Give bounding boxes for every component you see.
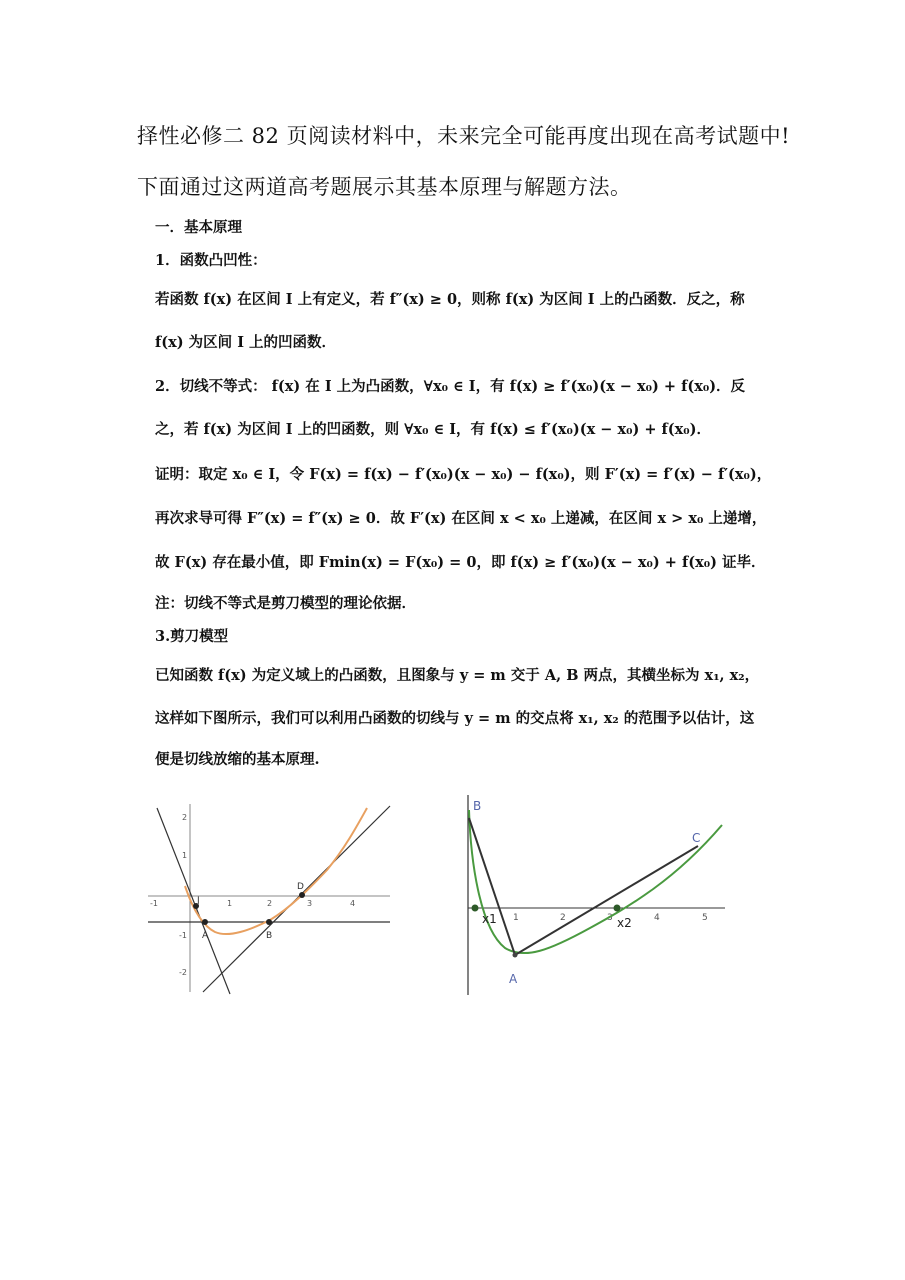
tangent-inequality-line-1: 2．切线不等式： f(x) 在 I 上为凸函数，∀x₀ ∈ I，有 f(x) ≥ f′(x₀)(x − x₀) + f(x₀)．反 xyxy=(155,378,746,395)
fig1-convex-curve xyxy=(185,808,367,934)
fig2-label-x1: x1 xyxy=(482,912,497,926)
fig2-point-x2 xyxy=(614,905,621,912)
scissors-model-line-2: 这样如下图所示，我们可以利用凸函数的切线与 y = m 的交点将 x₁, x₂ 的范围予以估计，这 xyxy=(155,710,755,727)
fig1-y-tick: -1 xyxy=(179,931,187,940)
fig2-label-b: B xyxy=(473,799,482,813)
fig1-point-a xyxy=(202,919,208,925)
fig1-label-j: J xyxy=(197,896,200,906)
fig1-x-tick: -1 xyxy=(150,899,158,908)
fig1-x-tick: 1 xyxy=(227,899,233,908)
tangent-inequality-line-2: 之，若 f(x) 为区间 I 上的凹函数，则 ∀x₀ ∈ I，有 f(x) ≤ f′(x₀)(x − x₀) + f(x₀)． xyxy=(155,421,712,438)
fig1-y-tick: -2 xyxy=(179,968,187,977)
fig1-label-d: D xyxy=(297,882,304,892)
proof-line-2: 再次求导可得 F″(x) = f″(x) ≥ 0．故 F′(x) 在区间 x < x₀ 上递减，在区间 x > x₀ 上递增， xyxy=(155,510,767,527)
note: 注：切线不等式是剪刀模型的理论依据． xyxy=(155,595,416,612)
fig2-line-ba xyxy=(469,818,515,955)
scissors-model-line-3: 便是切线放缩的基本原理. xyxy=(155,751,320,768)
fig2-label-c: C xyxy=(692,831,701,845)
fig2-point-x1 xyxy=(472,905,479,912)
subsection-3-title: 3.剪刀模型 xyxy=(155,628,229,645)
fig1-label-b: B xyxy=(266,931,273,941)
fig1-point-b xyxy=(266,919,272,925)
scissors-model-line-1: 已知函数 f(x) 为定义域上的凸函数，且图象与 y = m 交于 A, B 两点，其横坐标为 x₁, x₂， xyxy=(155,667,760,684)
fig2-x-tick: 4 xyxy=(654,913,660,923)
proof-line-1: 证明：取定 x₀ ∈ I，令 F(x) = f(x) − f′(x₀)(x − x₀) − f(x₀)，则 F′(x) = f′(x) − f′(x₀)， xyxy=(155,466,772,483)
fig2-x-tick: 5 xyxy=(702,913,708,923)
fig1-x-tick: 4 xyxy=(350,899,356,908)
intro-line-2: 下面通过这两道高考题展示其基本原理与解题方法。 xyxy=(137,175,632,199)
section-heading: 一．基本原理 xyxy=(155,219,242,236)
fig2-label-a: A xyxy=(509,972,518,986)
fig2-x-tick: 2 xyxy=(560,913,566,923)
fig1-label-a: A xyxy=(202,931,209,941)
fig1-point-d xyxy=(299,892,305,898)
fig2-x-tick: 1 xyxy=(513,913,519,923)
fig2-point-a xyxy=(513,953,518,958)
fig2-line-ac xyxy=(515,846,698,955)
intro-line-1: 择性必修二 82 页阅读材料中，未来完全可能再度出现在高考试题中! xyxy=(137,124,791,148)
subsection-1-title: 1．函数凸凹性： xyxy=(155,252,267,269)
fig2-x-tick: 3 xyxy=(607,913,613,923)
figure-convex-tangents xyxy=(145,800,395,996)
fig1-tangent-left xyxy=(157,808,233,994)
fig1-x-tick: 3 xyxy=(307,899,313,908)
fig1-x-tick: 2 xyxy=(267,899,273,908)
convex-definition-line-2: f(x) 为区间 I 上的凹函数． xyxy=(155,334,337,351)
figure-scissors-model xyxy=(460,790,730,1000)
convex-definition-line-1: 若函数 f(x) 在区间 I 上有定义，若 f″(x) ≥ 0，则称 f(x) 为区间 I 上的凸函数．反之，称 xyxy=(155,291,745,308)
proof-line-3: 故 F(x) 存在最小值，即 Fmin(x) = F(x₀) = 0，即 f(x) ≥ f′(x₀)(x − x₀) + f(x₀) 证毕． xyxy=(155,554,766,571)
fig1-y-tick: 2 xyxy=(182,813,188,822)
fig1-y-tick: 1 xyxy=(182,851,188,860)
fig2-label-x2: x2 xyxy=(617,916,632,930)
